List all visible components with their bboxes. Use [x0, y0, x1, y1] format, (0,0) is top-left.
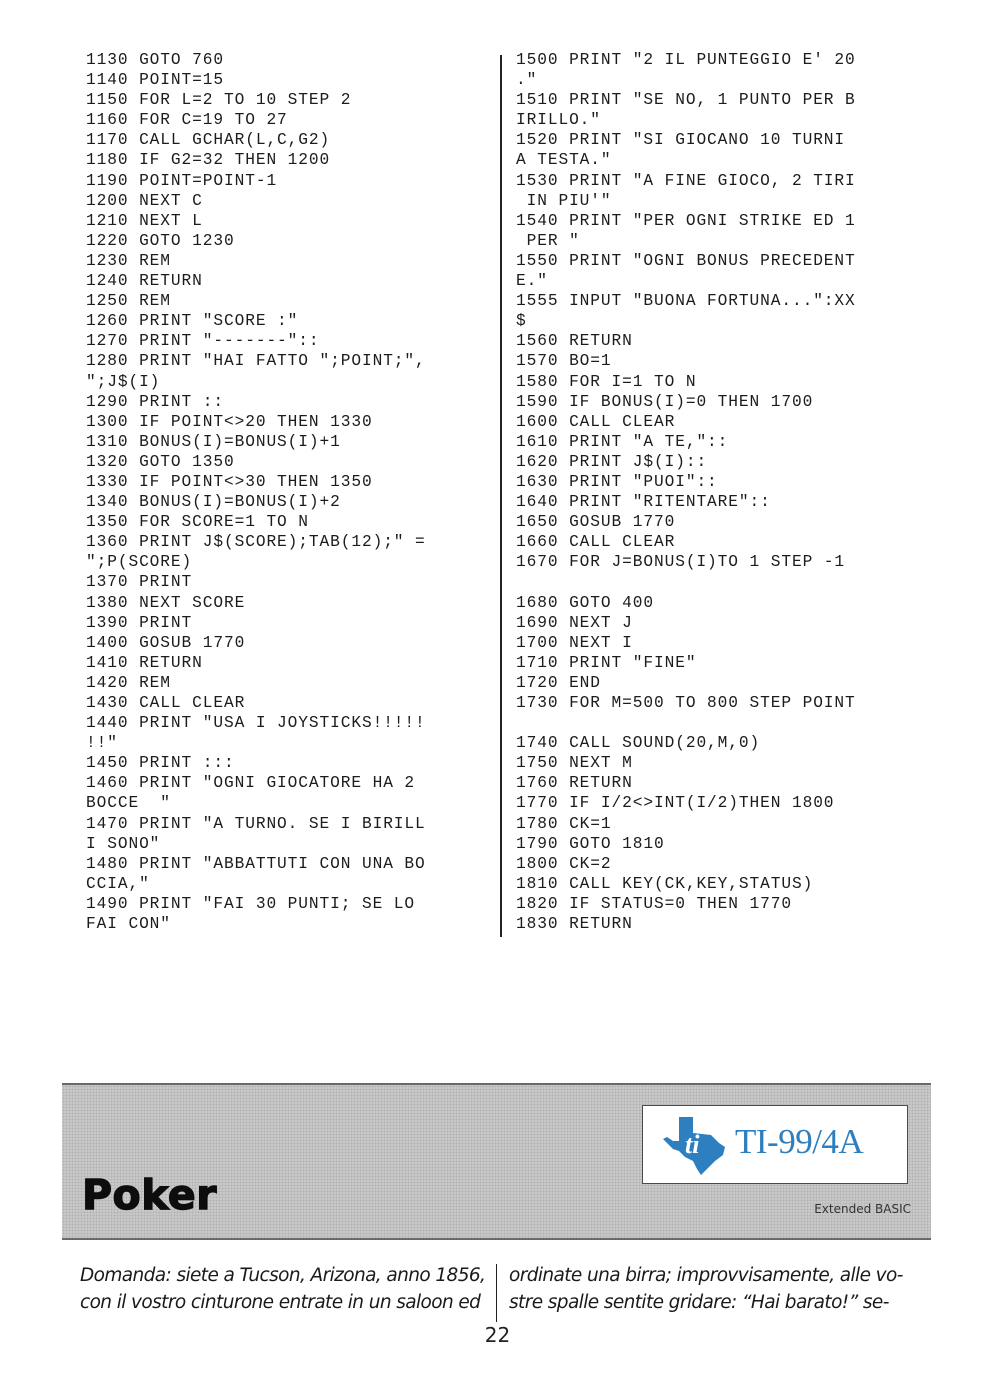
intro-line: Domanda: siete a Tucson, Arizona, anno 1856,: [80, 1265, 486, 1286]
code-line: 1570 BO=1: [516, 352, 612, 371]
code-line: 1190 POINT=POINT-1: [86, 171, 278, 190]
computer-model: TI-99/4A: [735, 1122, 864, 1161]
program-banner: [62, 1083, 931, 1240]
code-line: 1640 PRINT "RITENTARE"::: [516, 493, 771, 512]
code-line: 1430 CALL CLEAR: [86, 694, 246, 712]
intro-line: con il vostro cinturone entrate in un saloon ed: [80, 1292, 481, 1313]
code-line: 1555 INPUT "BUONA FORTUNA...":XX: [516, 292, 856, 311]
code-line: 1600 CALL CLEAR: [516, 412, 676, 431]
code-line: IN PIU'": [516, 191, 612, 210]
code-line: 1490 PRINT "FAI 30 PUNTI; SE LO: [86, 894, 416, 913]
code-line: 1530 PRINT "A FINE GIOCO, 2 TIRI: [516, 171, 856, 190]
code-line: 1760 RETURN: [516, 774, 633, 793]
code-line: 1170 CALL GCHAR(L,C,G2): [86, 131, 331, 150]
code-line: 1730 FOR M=500 TO 800 STEP POINT: [516, 694, 856, 712]
code-line: 1800 CK=2: [516, 854, 612, 873]
code-line: 1780 CK=1: [516, 814, 612, 833]
code-line: 1660 CALL CLEAR: [516, 533, 676, 552]
code-line: !!": [86, 734, 118, 753]
intro-divider: [496, 1264, 497, 1322]
code-line: FAI CON": [86, 915, 171, 934]
code-line: 1390 PRINT: [86, 613, 193, 632]
code-line: 1500 PRINT "2 IL PUNTEGGIO E' 20: [516, 51, 856, 69]
intro-line: ordinate una birra; improvvisamente, alle vo-: [509, 1265, 903, 1286]
code-line: 1220 GOTO 1230: [86, 231, 235, 250]
code-line: 1320 GOTO 1350: [86, 452, 235, 471]
code-line: 1630 PRINT "PUOI"::: [516, 472, 718, 491]
code-line: 1350 FOR SCORE=1 TO N: [86, 513, 309, 532]
code-line: 1720 END: [516, 673, 601, 692]
code-line: 1280 PRINT "HAI FATTO ";POINT;",: [86, 352, 426, 371]
code-line: 1260 PRINT "SCORE :": [86, 312, 299, 331]
code-line: 1710 PRINT "FINE": [516, 653, 697, 672]
code-line: 1250 REM: [86, 292, 171, 311]
code-line: 1440 PRINT "USA I JOYSTICKS!!!!!: [86, 714, 426, 733]
code-line: 1370 PRINT: [86, 573, 193, 592]
code-line: 1400 GOSUB 1770: [86, 633, 246, 652]
intro-line: stre spalle sentite gridare: “Hai barato!” se-: [509, 1292, 889, 1313]
listing-left-column: [86, 50, 496, 934]
code-line: 1310 BONUS(I)=BONUS(I)+1: [86, 432, 341, 451]
code-line: 1180 IF G2=32 THEN 1200: [86, 151, 331, 170]
code-line: PER ": [516, 231, 580, 250]
intro-text-right: [509, 1262, 919, 1316]
code-line: 1510 PRINT "SE NO, 1 PUNTO PER B: [516, 91, 856, 110]
code-line: BOCCE ": [86, 794, 171, 813]
code-line: 1160 FOR C=19 TO 27: [86, 111, 288, 130]
code-line: 1740 CALL SOUND(20,M,0): [516, 734, 761, 753]
program-title: Poker: [82, 1171, 217, 1219]
code-line: 1700 NEXT I: [516, 633, 633, 652]
code-line: 1540 PRINT "PER OGNI STRIKE ED 1: [516, 211, 856, 230]
basic-edition: Extended BASIC: [814, 1202, 911, 1216]
code-line: 1820 IF STATUS=0 THEN 1770: [516, 894, 792, 913]
code-line: 1240 RETURN: [86, 272, 203, 291]
code-line: 1590 IF BONUS(I)=0 THEN 1700: [516, 392, 814, 411]
code-line: [516, 713, 916, 733]
code-line: 1290 PRINT ::: [86, 392, 224, 411]
code-line: 1480 PRINT "ABBATTUTI CON UNA BO: [86, 854, 426, 873]
code-line: 1650 GOSUB 1770: [516, 513, 676, 532]
code-line: 1450 PRINT :::: [86, 754, 235, 773]
column-divider: [500, 55, 502, 937]
code-line: 1360 PRINT J$(SCORE);TAB(12);" =: [86, 533, 426, 552]
code-line: 1790 GOTO 1810: [516, 834, 665, 853]
code-line: 1230 REM: [86, 251, 171, 270]
code-line: 1470 PRINT "A TURNO. SE I BIRILL: [86, 814, 426, 833]
code-line: 1810 CALL KEY(CK,KEY,STATUS): [516, 874, 814, 893]
code-line: 1770 IF I/2<>INT(I/2)THEN 1800: [516, 794, 835, 813]
code-line: 1420 REM: [86, 673, 171, 692]
code-line: 1270 PRINT "-------"::: [86, 332, 320, 351]
listing-right-column: [516, 50, 916, 934]
code-line: 1550 PRINT "OGNI BONUS PRECEDENT: [516, 251, 856, 270]
code-line: $: [516, 312, 527, 331]
code-line: 1560 RETURN: [516, 332, 633, 351]
code-line: 1300 IF POINT<>20 THEN 1330: [86, 412, 373, 431]
code-line: CCIA,": [86, 874, 150, 893]
code-line: 1200 NEXT C: [86, 191, 203, 210]
code-line: ";J$(I): [86, 372, 161, 391]
code-line: 1610 PRINT "A TE,"::: [516, 432, 729, 451]
code-line: 1210 NEXT L: [86, 211, 203, 230]
code-line: 1460 PRINT "OGNI GIOCATORE HA 2: [86, 774, 416, 793]
texas-instruments-logo-icon: [659, 1113, 731, 1177]
code-line: .": [516, 71, 538, 90]
svg-text:ti: ti: [685, 1130, 700, 1159]
code-line: 1620 PRINT J$(I)::: [516, 452, 708, 471]
code-line: 1150 FOR L=2 TO 10 STEP 2: [86, 91, 352, 110]
code-line: 1130 GOTO 760: [86, 51, 224, 69]
code-line: 1140 POINT=15: [86, 71, 224, 90]
intro-text-left: [80, 1262, 486, 1316]
page-number: 22: [484, 1323, 511, 1347]
code-line: 1670 FOR J=BONUS(I)TO 1 STEP -1: [516, 553, 846, 572]
code-line: 1690 NEXT J: [516, 613, 633, 632]
code-line: E.": [516, 272, 548, 291]
code-line: ";P(SCORE): [86, 553, 193, 572]
code-line: 1750 NEXT M: [516, 754, 633, 773]
code-line: 1580 FOR I=1 TO N: [516, 372, 697, 391]
code-line: [516, 572, 916, 592]
code-line: 1380 NEXT SCORE: [86, 593, 246, 612]
code-line: 1520 PRINT "SI GIOCANO 10 TURNI: [516, 131, 846, 150]
code-line: I SONO": [86, 834, 161, 853]
code-line: 1680 GOTO 400: [516, 593, 654, 612]
code-line: 1340 BONUS(I)=BONUS(I)+2: [86, 493, 341, 512]
computer-logo-box: [642, 1105, 908, 1184]
code-line: A TESTA.": [516, 151, 612, 170]
code-line: 1410 RETURN: [86, 653, 203, 672]
code-line: 1830 RETURN: [516, 915, 633, 934]
code-line: IRILLO.": [516, 111, 601, 130]
code-line: 1330 IF POINT<>30 THEN 1350: [86, 472, 373, 491]
